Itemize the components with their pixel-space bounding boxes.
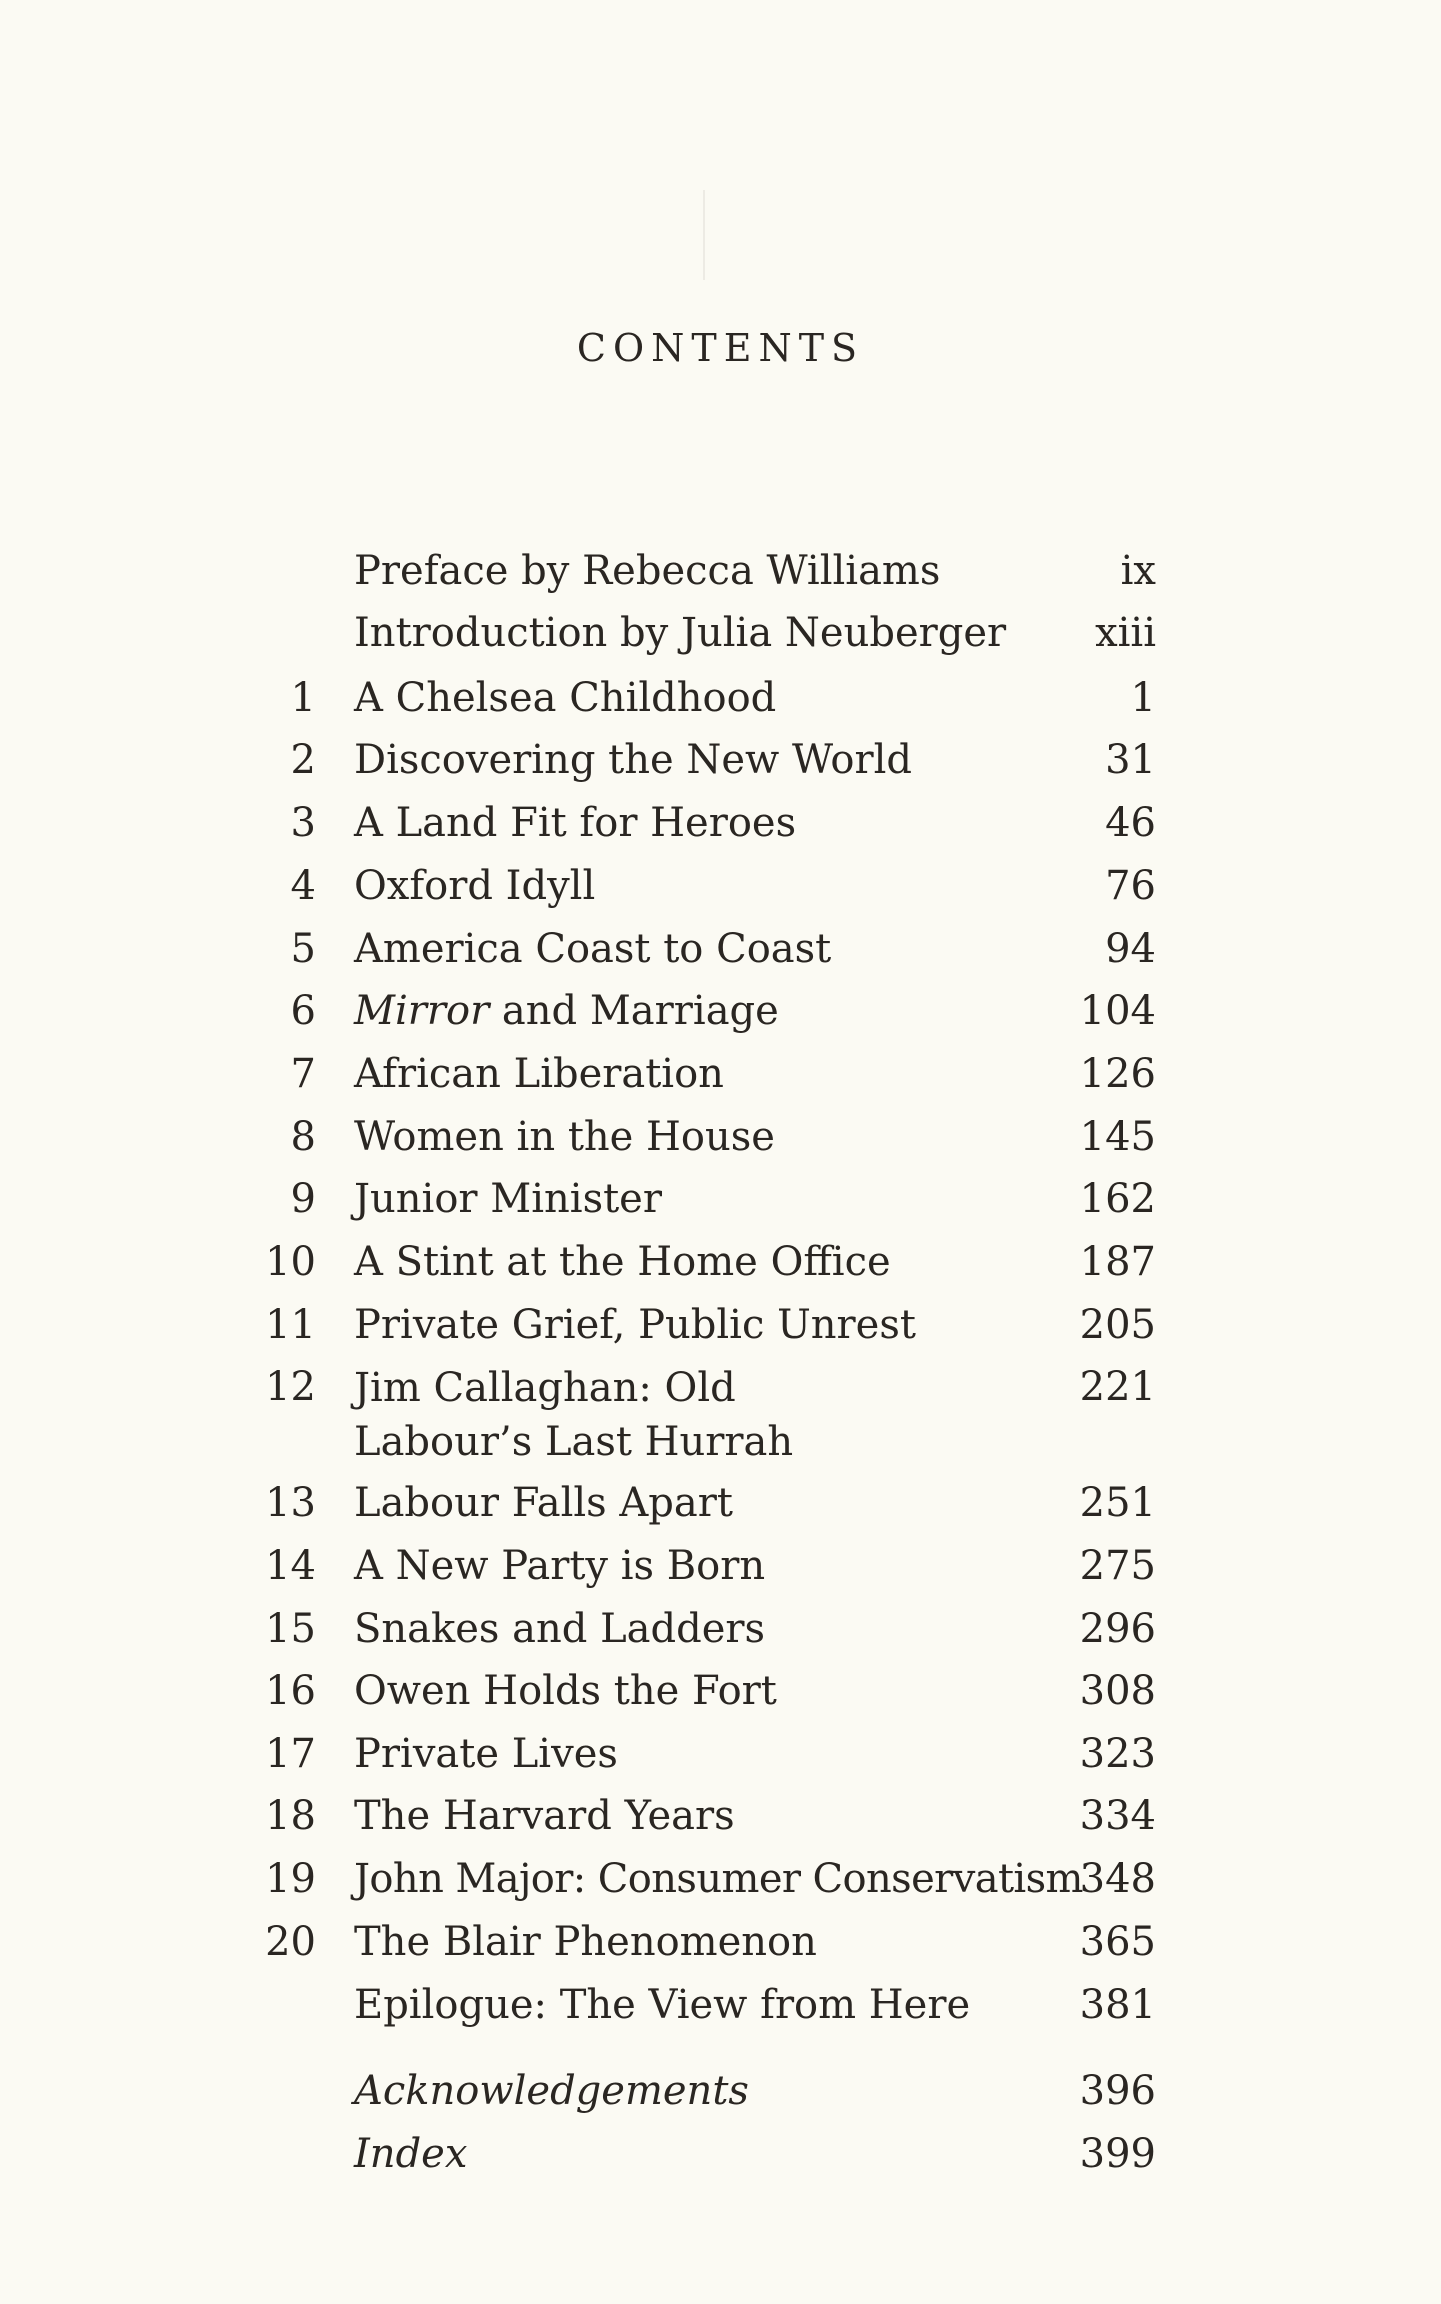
- chapter-title: African Liberation: [354, 1051, 724, 1097]
- chapter-number: 2: [290, 737, 316, 783]
- chapter-title: A Stint at the Home Office: [354, 1239, 891, 1285]
- toc-entry-acknowledgements[interactable]: [0, 2065, 1441, 2117]
- chapter-title-rest: and Marriage: [489, 988, 779, 1034]
- chapter-number: 1: [290, 675, 316, 721]
- page-number: 46: [1105, 800, 1156, 846]
- page-number: 126: [1079, 1051, 1156, 1097]
- toc-entry-introduction[interactable]: [0, 607, 1441, 659]
- toc-entry-chapter-19[interactable]: [0, 1853, 1441, 1905]
- chapter-number: 11: [265, 1302, 316, 1348]
- chapter-title: Index: [354, 2131, 468, 2177]
- chapter-number: 15: [265, 1606, 316, 1652]
- page-number: 275: [1079, 1543, 1156, 1589]
- toc-entry-chapter-13[interactable]: [0, 1477, 1441, 1529]
- chapter-title: Women in the House: [354, 1114, 775, 1160]
- chapter-title: Introduction by Julia Neuberger: [354, 610, 1007, 656]
- chapter-number: 20: [265, 1919, 316, 1965]
- toc-entry-chapter-17[interactable]: [0, 1728, 1441, 1780]
- page-number: 399: [1079, 2131, 1156, 2177]
- page-number: 31: [1105, 737, 1156, 783]
- page-number: 381: [1079, 1982, 1156, 2028]
- page-number: xiii: [1095, 610, 1156, 656]
- toc-entry-index[interactable]: [0, 2128, 1441, 2180]
- page-number: 334: [1079, 1793, 1156, 1839]
- page-number: 251: [1079, 1480, 1156, 1526]
- toc-entry-chapter-2[interactable]: [0, 734, 1441, 786]
- toc-entry-chapter-4[interactable]: [0, 860, 1441, 912]
- page-number: 221: [1079, 1364, 1156, 1410]
- page-number: 396: [1079, 2068, 1156, 2114]
- chapter-number: 10: [265, 1239, 316, 1285]
- toc-entry-chapter-10[interactable]: [0, 1236, 1441, 1288]
- page-number: 162: [1079, 1176, 1156, 1222]
- page-number: 323: [1079, 1731, 1156, 1777]
- toc-entry-chapter-14[interactable]: [0, 1540, 1441, 1592]
- chapter-number: 16: [265, 1668, 316, 1714]
- toc-entry-chapter-1[interactable]: [0, 672, 1441, 724]
- chapter-title: Private Lives: [354, 1731, 618, 1777]
- toc-entry-chapter-12[interactable]: [0, 1361, 1441, 1471]
- chapter-number: 19: [265, 1856, 316, 1902]
- toc-entry-chapter-9[interactable]: [0, 1173, 1441, 1225]
- chapter-number: 18: [265, 1793, 316, 1839]
- chapter-title: The Blair Phenomenon: [354, 1919, 817, 1965]
- chapter-title: John Major: Consumer Conservatism: [354, 1856, 1083, 1902]
- contents-title: CONTENTS: [576, 326, 865, 370]
- page-number: 145: [1079, 1114, 1156, 1160]
- toc-entry-chapter-20[interactable]: [0, 1916, 1441, 1968]
- chapter-title: Preface by Rebecca Williams: [354, 548, 941, 594]
- page-number: 94: [1105, 926, 1156, 972]
- chapter-title: Labour Falls Apart: [354, 1480, 733, 1526]
- page-number: 308: [1079, 1668, 1156, 1714]
- chapter-number: 5: [290, 926, 316, 972]
- toc-entry-chapter-15[interactable]: [0, 1603, 1441, 1655]
- toc-entry-chapter-7[interactable]: [0, 1048, 1441, 1100]
- toc-entry-preface[interactable]: [0, 545, 1441, 597]
- toc-entry-chapter-16[interactable]: [0, 1665, 1441, 1717]
- chapter-title: A Chelsea Childhood: [354, 675, 777, 721]
- toc-entry-epilogue[interactable]: [0, 1979, 1441, 2031]
- page-number: 365: [1079, 1919, 1156, 1965]
- chapter-title: [354, 985, 1044, 1037]
- chapter-title: A Land Fit for Heroes: [354, 800, 797, 846]
- chapter-title: A New Party is Born: [354, 1543, 766, 1589]
- page-number: 296: [1079, 1606, 1156, 1652]
- chapter-title: America Coast to Coast: [354, 926, 832, 972]
- chapter-title: Jim Callaghan: Old Labour’s Last Hurrah: [354, 1365, 794, 1465]
- chapter-title: Owen Holds the Fort: [354, 1668, 777, 1714]
- chapter-title: Acknowledgements: [354, 2068, 749, 2114]
- chapter-title: Epilogue: The View from Here: [354, 1982, 971, 2028]
- toc-entry-chapter-18[interactable]: [0, 1790, 1441, 1842]
- toc-entry-chapter-5[interactable]: [0, 923, 1441, 975]
- chapter-number: 12: [265, 1364, 316, 1410]
- toc-entry-chapter-6[interactable]: [0, 985, 1441, 1037]
- chapter-title: Private Grief, Public Unrest: [354, 1302, 916, 1348]
- chapter-number: 13: [265, 1480, 316, 1526]
- chapter-number: 8: [290, 1114, 316, 1160]
- page-number: 1: [1130, 675, 1156, 721]
- chapter-number: 9: [290, 1176, 316, 1222]
- chapter-number: 3: [290, 800, 316, 846]
- toc-entry-chapter-3[interactable]: [0, 797, 1441, 849]
- chapter-title: Snakes and Ladders: [354, 1606, 766, 1652]
- chapter-title: Discovering the New World: [354, 737, 912, 783]
- toc-entry-chapter-11[interactable]: [0, 1299, 1441, 1351]
- toc-entry-chapter-8[interactable]: [0, 1111, 1441, 1163]
- chapter-number: 4: [290, 863, 316, 909]
- page-number: 205: [1079, 1302, 1156, 1348]
- chapter-title: Junior Minister: [354, 1176, 662, 1222]
- chapter-title: Oxford Idyll: [354, 863, 596, 909]
- page-number: ix: [1120, 548, 1156, 594]
- chapter-number: 6: [290, 988, 316, 1034]
- page-number: 187: [1079, 1239, 1156, 1285]
- chapter-title: The Harvard Years: [354, 1793, 735, 1839]
- page-number: 104: [1079, 988, 1156, 1034]
- contents-heading: [0, 326, 1441, 370]
- chapter-number: 17: [265, 1731, 316, 1777]
- page-number: 76: [1105, 863, 1156, 909]
- page-number: 348: [1079, 1856, 1156, 1902]
- page-crease: [703, 190, 705, 280]
- chapter-number: 14: [265, 1543, 316, 1589]
- chapter-number: 7: [290, 1051, 316, 1097]
- chapter-title-italic: Mirror: [354, 988, 490, 1034]
